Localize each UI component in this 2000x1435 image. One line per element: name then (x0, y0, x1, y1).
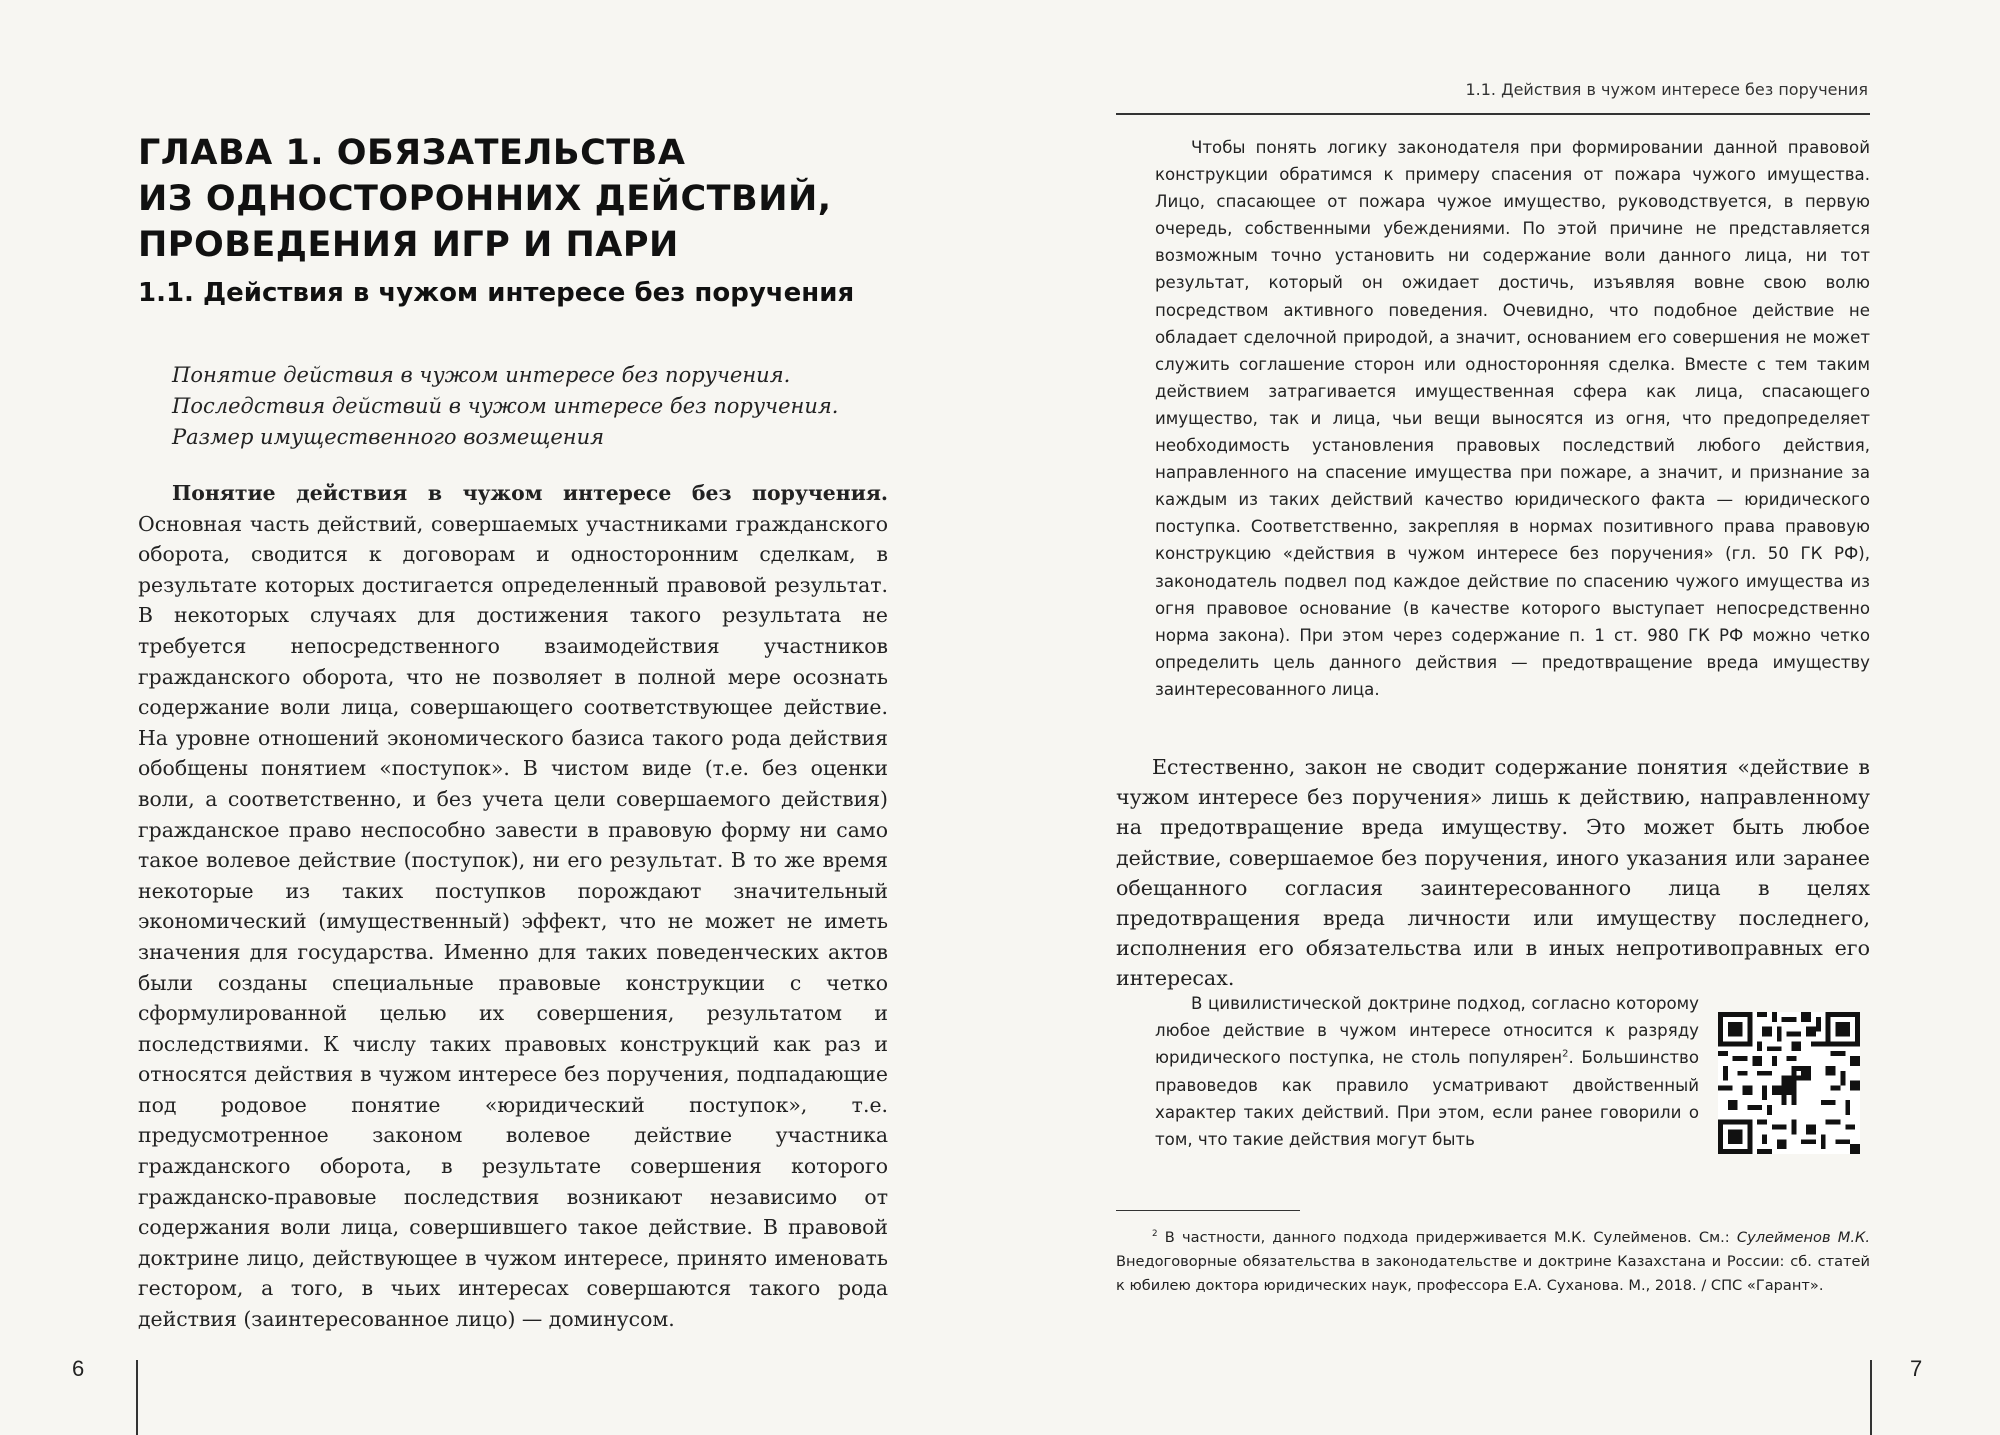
footnote-text: Внедоговорные обязательства в законодательстве и доктрине Казахстана и России: сб. статей к юбилею доктора юридических наук, профессора Е.А. Суханова. М., 2018. / СПС «Гарант». (1116, 1253, 1870, 1294)
sidebar-paragraph: Чтобы понять логику законодателя при формировании данной правовой конструкции обратимся к примеру спасения от пожара чужого имущества. Лицо, спасающее от пожара чужое имущество, руководствуется, в первую очередь, собственными убеждениями. По этой причине не представляется возможным точно установить ни содержание воли данного лица, ни тот результат, который он ожидает достичь, изъявляя вовне свою волю посредством активного поведения. Очевидно, что подобное действие не обладает сделочной природой, а значит, основанием его совершения не может служить соглашение сторон или односторонняя сделка. Вместе с тем таким действием затрагивается имущественная сфера как лица, спасающего имущество, так и лица, чьи вещи выносятся из огня, что предопределяет необходимость установления правовых последствий любого действия, направленного на спасение имущества при пожаре, а значит, и признание за каждым из таких действий качество юридического факта — юридического поступка. Соответственно, закрепляя в нормах позитивного права правовую конструкцию «действия в чужом интересе без поручения» (гл. 50 ГК РФ), законодатель подвел под каждое действие по спасению чужого имущества из огня правовое основание (в качестве которого выступает непосредственно норма закона). При этом через содержание п. 1 ст. 980 ГК РФ можно четко определить цель данного действия — предотвращение вреда имуществу заинтересованного лица. (1155, 138, 1870, 699)
page-number-rule (1870, 1360, 1872, 1435)
chapter-title (138, 130, 898, 268)
right-page (1000, 0, 2000, 1435)
summary-line: Последствия действий в чужом интересе без поручения. (172, 394, 839, 418)
summary-line: Размер имущественного возмещения (172, 425, 605, 449)
body-paragraph (138, 478, 888, 1335)
page-number: 6 (72, 1356, 85, 1381)
paragraph-text: В цивилистической доктрине подход, согласно которому любое действие в чужом интересе относится к разряду юридического поступка, не столь популярен (1155, 994, 1699, 1068)
page-number-rule (136, 1360, 138, 1435)
footnote-text: В частности, данного подхода придерживается М.К. Сулейменов. См.: (1157, 1229, 1737, 1246)
paragraph-lead-in: Понятие действия в чужом интересе без поручения. (172, 481, 888, 505)
footnote-reference[interactable]: 2 (1562, 1048, 1569, 1060)
paragraph-text: Основная часть действий, совершаемых участниками гражданского оборота, сводится к договорам и односторонним сделкам, в результате которых достигается определенный правовой результат. В некоторых случаях для достижения такого результата не требуется непосредственного взаимодействия участников гражданского оборота, что не позволяет в полной мере осознать содержание воли лица, совершающего соответствующее действие. На уровне отношений экономического базиса такого рода действия обобщены понятием «поступок». В чистом виде (т.е. без оценки воли, а соответственно, и без учета цели совершаемого действия) гражданское право неспособно завести в правовую форму ни само такое волевое действие (поступок), ни его результат. В то же время некоторые из таких поступков порождают значительный экономический (имущественный) эффект, что не может не иметь значения для государства. Именно для таких поведенческих актов были созданы специальные правовые конструкции с четко сформулированной целью их совершения, результатом и последствиями. К числу таких правовых конструкций как раз и относятся действия в чужом интересе без поручения, подпадающие под родовое понятие «юридический поступок», т.е. предусмотренное законом волевое действие участника гражданского оборота, в результате совершения которого гражданско-правовые последствия возникают независимо от содержания воли лица, совершившего такое действие. В правовой доктрине лицо, действующее в чужом интересе, принято именовать гестором, а того, в чьих интересах совершаются такого рода действия (заинтересованное лицо) — доминусом. (138, 511, 888, 1332)
body-paragraph: Естественно, закон не сводит содержание понятия «действие в чужом интересе без поручения» лишь к действию, направленному на предотвращение вреда имуществу. Это может быть любое действие, совершаемое без поручения, иного указания или заранее обещанного согласия заинтересованного лица в целях предотвращения вреда личности или имуществу последнего, исполнения его обязательства или в иных непротивоправных его интересах. (1116, 755, 1870, 991)
footnote-rule (1116, 1210, 1300, 1211)
running-head-rule (1116, 113, 1870, 115)
section-summary (172, 360, 892, 453)
page-number: 7 (1910, 1356, 1923, 1381)
chapter-title-line: ИЗ ОДНОСТОРОННИХ ДЕЙСТВИЙ, (138, 179, 832, 219)
footnote-author: Сулейменов М.К. (1736, 1229, 1871, 1246)
footnote-marker: 2 (1152, 1229, 1158, 1240)
summary-line: Понятие действия в чужом интересе без поручения. (172, 363, 791, 387)
section-title: 1.1. Действия в чужом интересе без поручения (138, 278, 855, 308)
chapter-title-line: ГЛАВА 1. ОБЯЗАТЕЛЬСТВА (138, 133, 686, 173)
qr-code-icon[interactable] (1718, 1012, 1860, 1154)
chapter-title-line: ПРОВЕДЕНИЯ ИГР И ПАРИ (138, 225, 679, 265)
paragraph-text: . Большинство правоведов как правило усматривают двойственный характер таких действий. При этом, если ранее говорили о том, что такие действия могут быть (1155, 1048, 1699, 1150)
sidebar-paragraph (1155, 990, 1699, 1153)
footnote (1116, 1226, 1870, 1298)
running-head: 1.1. Действия в чужом интересе без поручения (1465, 80, 1868, 99)
